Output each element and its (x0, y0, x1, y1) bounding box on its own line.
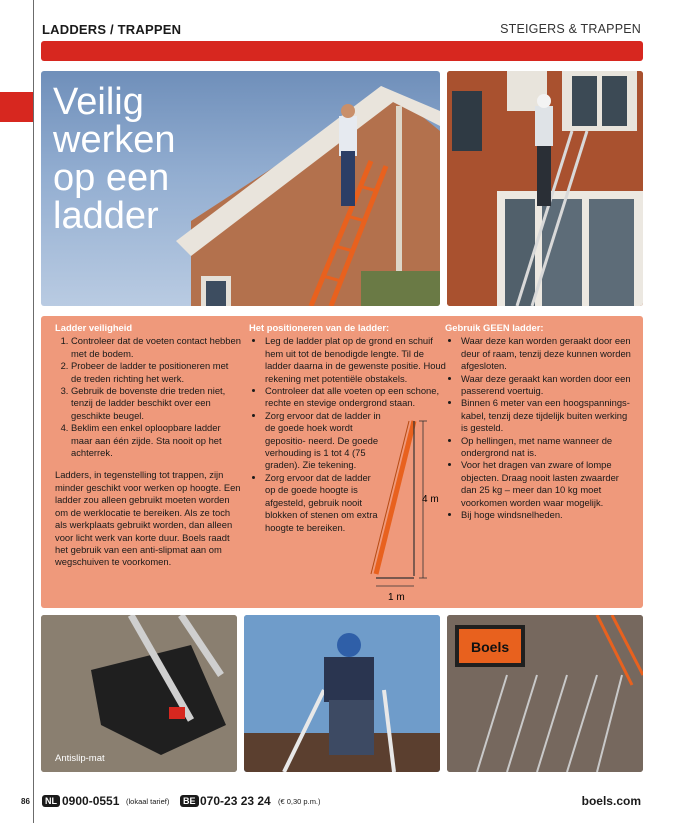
photo-brick-wall-ladder (447, 71, 643, 306)
list-item: • Waar deze geraakt kan worden door een passerend voertuig. (461, 373, 635, 398)
diagram-width-label: 1 m (388, 592, 405, 603)
list-item: 2. Probeer de ladder te positioneren met de treden richting het werk. (71, 360, 241, 385)
boels-sign-text: Boels (471, 639, 510, 655)
list-item: • Zorg ervoor dat de ladder op de goede hoogte is afgesteld, gebruik nooit blokken of stenen om extra hoogte te bereiken. (265, 472, 383, 534)
page-number: 86 (21, 797, 30, 806)
list-item: • Op hellingen, met name wanneer de ondergrond nat is. (461, 435, 635, 460)
photo-worker-climbing (244, 615, 440, 772)
nl-note: (lokaal tarief) (126, 797, 170, 806)
website-link[interactable]: boels.com (581, 794, 641, 808)
ladder-safety-heading: Ladder veiligheid (55, 322, 133, 333)
page-footer (0, 794, 676, 810)
photo-antislip-mat (41, 615, 237, 772)
list-item: 4. Beklim een enkel oploopbare ladder maar aan één zijde. Sta nooit op het achterrek. (71, 422, 241, 459)
brick-wall-illustration (447, 71, 643, 306)
be-note: (€ 0,30 p.m.) (278, 797, 321, 806)
diagram-height-label: 4 m (422, 494, 439, 505)
list-item: • Leg de ladder plat op de grond en schuif hem uit tot de benodigde lengte. Til de ladder daarna in de gewenste positie. Houd rekening met potentiële obstakels. (265, 335, 450, 385)
no-ladder-column (445, 322, 635, 522)
list-item: • Bij hoge windsnelheden. (461, 509, 635, 521)
hero-photo-house-ladder (41, 71, 440, 306)
header-red-bar (41, 41, 643, 61)
nl-phone[interactable]: 0900-0551 (62, 794, 120, 808)
ladder-safety-list (55, 335, 241, 459)
category-title: STEIGERS & TRAPPEN (500, 22, 641, 36)
no-ladder-list (445, 335, 635, 521)
list-item: • Zorg ervoor dat de ladder in de goede hoek wordt gepositio- neerd. De goede verhouding is 1 tot 4 (75 graden). Zie tekening. (265, 410, 383, 472)
antislip-mat-illustration (41, 615, 237, 772)
list-item: • Binnen 6 meter van een hoogspannings- kabel, tenzij deze tijdelijk buiten werking is gesteld. (461, 397, 635, 434)
list-item: 1. Controleer dat de voeten contact hebben met de bodem. (71, 335, 241, 360)
ladder-safety-column (55, 322, 241, 569)
positioning-heading: Het positioneren van de ladder: (249, 322, 390, 333)
list-item: • Waar deze kan worden geraakt door een deur of raam, tenzij deze kunnen worden afgesloten. (461, 335, 635, 372)
ladder-safety-paragraph: Ladders, in tegenstelling tot trappen, zijn minder geschikt voor werken op hoogte. Een ladder zou alleen gebruikt moeten worden om de werklocatie te bereiken. Als ze toch als werkplaats gebruikt worden, dan alleen voor licht werk van korte duur. Boels raadt het gebruik van een anti-slipmat aan om wegschuiven te voorkomen. (55, 469, 241, 568)
antislip-caption: Antislip-mat (55, 753, 105, 764)
ladder-angle-diagram (366, 416, 446, 606)
boels-ladders-illustration (447, 615, 643, 772)
list-item: 3. Gebruik de bovenste drie treden niet, tenzij de ladder beschikt over een geschikte beugel. (71, 385, 241, 422)
nl-label: NL (42, 795, 60, 807)
worker-climbing-illustration (244, 615, 440, 772)
section-title: LADDERS / TRAPPEN (42, 22, 182, 37)
photo-boels-ladders (447, 615, 643, 772)
list-item: • Controleer dat alle voeten op een schone, rechte en stevige ondergrond staan. (265, 385, 450, 410)
be-label: BE (180, 795, 199, 807)
no-ladder-heading: Gebruik GEEN ladder: (445, 322, 544, 333)
hero-title: Veilig werken op een ladder (53, 81, 176, 237)
section-side-tab (0, 92, 33, 122)
margin-rule (33, 0, 34, 823)
be-phone[interactable]: 070-23 23 24 (200, 794, 271, 808)
info-panel (41, 316, 643, 608)
list-item: • Voor het dragen van zware of lompe objecten. Draag nooit lasten zwaarder dan 25 kg – meer dan 10 kg moet voorkomen worden waar mogelijk. (461, 459, 635, 509)
